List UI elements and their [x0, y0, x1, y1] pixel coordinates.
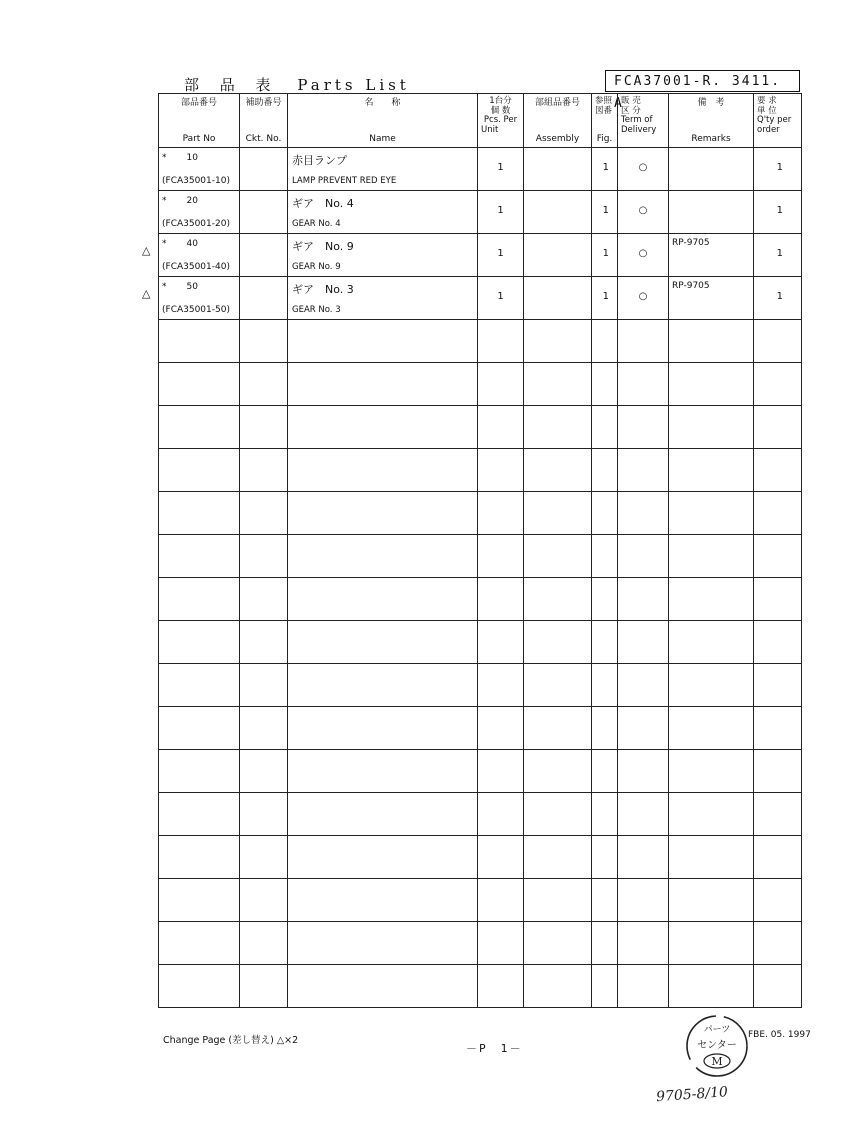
- empty-cell: [618, 664, 669, 707]
- empty-cell: [240, 492, 288, 535]
- header-remarks: [669, 94, 754, 148]
- empty-cell: [592, 535, 618, 578]
- empty-cell: [240, 793, 288, 836]
- term-mark: ○: [638, 248, 648, 259]
- table-row: [159, 148, 802, 191]
- empty-cell: [618, 922, 669, 965]
- empty-cell: [592, 492, 618, 535]
- pcs-value: 1: [497, 248, 504, 259]
- cell-remarks: [669, 191, 754, 234]
- empty-cell: [524, 406, 592, 449]
- header-fig-jp2: 図番: [595, 105, 613, 116]
- empty-cell: [754, 449, 802, 492]
- header-pcs-jp2: 個 数: [490, 105, 511, 116]
- empty-cell: [524, 793, 592, 836]
- title-japanese: 部 品 表: [184, 76, 279, 94]
- empty-cell: [754, 836, 802, 879]
- part-name-en: GEAR No. 9: [292, 262, 341, 272]
- empty-cell: [669, 535, 754, 578]
- empty-table-row: [159, 535, 802, 578]
- empty-cell: [669, 922, 754, 965]
- empty-table-row: [159, 707, 802, 750]
- remarks-value: RP-9705: [672, 281, 710, 291]
- star-mark: *: [162, 239, 167, 249]
- empty-cell: [754, 879, 802, 922]
- fig-value: 1: [602, 291, 609, 302]
- empty-cell: [754, 793, 802, 836]
- empty-cell: [524, 707, 592, 750]
- cell-part-no: [159, 277, 240, 320]
- header-assembly-jp: 部組品番号: [534, 98, 580, 108]
- change-mark-row-50: △: [142, 287, 151, 300]
- empty-cell: [524, 922, 592, 965]
- empty-cell: [159, 922, 240, 965]
- change-mark-row-40: △: [142, 244, 151, 257]
- fig-value: 1: [602, 162, 609, 173]
- empty-cell: [288, 707, 478, 750]
- part-name-jp: ギア No. 9: [292, 240, 354, 253]
- empty-cell: [618, 449, 669, 492]
- stamp-text-top: パーツ: [703, 1025, 731, 1035]
- empty-cell: [754, 621, 802, 664]
- header-term-jp1: 販 売: [621, 96, 641, 106]
- empty-table-row: [159, 449, 802, 492]
- empty-cell: [240, 750, 288, 793]
- empty-cell: [159, 664, 240, 707]
- empty-cell: [240, 707, 288, 750]
- cell-term: [618, 191, 669, 234]
- empty-cell: [592, 965, 618, 1008]
- cell-qty: [754, 234, 802, 277]
- stamp-initial: M: [711, 1055, 723, 1068]
- part-name-en: GEAR No. 3: [292, 305, 341, 315]
- fig-value: 1: [602, 205, 609, 216]
- header-qty-en1: Q'ty per: [757, 115, 792, 125]
- empty-cell: [240, 363, 288, 406]
- empty-cell: [669, 406, 754, 449]
- empty-table-row: [159, 965, 802, 1008]
- empty-cell: [288, 965, 478, 1008]
- header-name: [288, 94, 478, 148]
- empty-cell: [524, 664, 592, 707]
- part-no: 40: [186, 239, 198, 249]
- header-qty-jp2: 単 位: [757, 105, 777, 116]
- empty-cell: [669, 836, 754, 879]
- empty-cell: [669, 664, 754, 707]
- empty-cell: [159, 793, 240, 836]
- empty-cell: [754, 363, 802, 406]
- term-mark: ○: [638, 205, 648, 216]
- empty-cell: [240, 879, 288, 922]
- empty-cell: [288, 535, 478, 578]
- pcs-value: 1: [497, 162, 504, 173]
- header-term-en2: Delivery: [621, 124, 657, 135]
- qty-value: 1: [776, 248, 783, 259]
- empty-cell: [618, 707, 669, 750]
- page-number: －P 1－: [466, 1042, 523, 1055]
- header-part-no-jp: 部品番号: [180, 98, 217, 108]
- header-remarks-en: Remarks: [691, 134, 731, 144]
- empty-cell: [618, 965, 669, 1008]
- empty-cell: [478, 750, 524, 793]
- empty-cell: [159, 492, 240, 535]
- empty-cell: [669, 879, 754, 922]
- empty-table-row: [159, 664, 802, 707]
- cell-part-no: [159, 234, 240, 277]
- empty-cell: [478, 492, 524, 535]
- empty-cell: [478, 535, 524, 578]
- empty-table-row: [159, 879, 802, 922]
- empty-cell: [240, 406, 288, 449]
- empty-cell: [159, 363, 240, 406]
- empty-cell: [669, 793, 754, 836]
- empty-cell: [524, 965, 592, 1008]
- empty-cell: [288, 922, 478, 965]
- remarks-value: RP-9705: [672, 238, 710, 248]
- empty-cell: [288, 621, 478, 664]
- table-header-row: [159, 94, 802, 148]
- empty-cell: [478, 836, 524, 879]
- empty-cell: [159, 449, 240, 492]
- pcs-value: 1: [497, 205, 504, 216]
- empty-cell: [592, 320, 618, 363]
- empty-cell: [754, 750, 802, 793]
- empty-cell: [592, 750, 618, 793]
- empty-cell: [669, 449, 754, 492]
- empty-cell: [288, 836, 478, 879]
- header-assembly-en: Assembly: [535, 134, 580, 144]
- header-qty-per-order: [754, 94, 802, 148]
- cell-ckt-no: [240, 234, 288, 277]
- empty-cell: [524, 750, 592, 793]
- header-remarks-jp: 備 考: [697, 98, 725, 108]
- empty-cell: [669, 492, 754, 535]
- term-mark: ○: [638, 291, 648, 302]
- cell-name: [288, 234, 478, 277]
- empty-cell: [618, 363, 669, 406]
- document-title: [184, 74, 410, 95]
- part-name-jp: ギア No. 4: [292, 197, 354, 210]
- cell-remarks: [669, 234, 754, 277]
- empty-cell: [592, 922, 618, 965]
- part-name-jp: 赤目ランプ: [292, 154, 347, 167]
- cell-pcs: [478, 277, 524, 320]
- empty-cell: [240, 664, 288, 707]
- change-page-note: Change Page (差し替え) △×2: [163, 1035, 299, 1046]
- empty-cell: [618, 406, 669, 449]
- qty-value: 1: [776, 291, 783, 302]
- empty-table-row: [159, 578, 802, 621]
- empty-table-row: [159, 750, 802, 793]
- empty-cell: [288, 793, 478, 836]
- cell-assembly: [524, 234, 592, 277]
- header-pcs-per-unit: [478, 94, 524, 148]
- empty-cell: [669, 621, 754, 664]
- empty-cell: [478, 578, 524, 621]
- header-name-jp: 名 称: [364, 98, 401, 108]
- cell-name: [288, 148, 478, 191]
- empty-cell: [159, 621, 240, 664]
- cell-qty: [754, 191, 802, 234]
- header-name-en: Name: [369, 134, 396, 144]
- cell-part-no: [159, 191, 240, 234]
- empty-cell: [159, 578, 240, 621]
- header-fig: [592, 94, 618, 148]
- cell-fig: [592, 277, 618, 320]
- empty-cell: [669, 578, 754, 621]
- empty-cell: [288, 578, 478, 621]
- empty-cell: [478, 793, 524, 836]
- empty-cell: [478, 707, 524, 750]
- empty-cell: [159, 406, 240, 449]
- part-sub-no: (FCA35001-40): [162, 262, 230, 272]
- table-row: [159, 277, 802, 320]
- empty-cell: [592, 406, 618, 449]
- empty-cell: [240, 836, 288, 879]
- title-english: Parts List: [297, 76, 410, 94]
- table-row: [159, 191, 802, 234]
- empty-cell: [669, 363, 754, 406]
- empty-cell: [754, 492, 802, 535]
- header-pcs-en1: Pcs. Per: [483, 115, 518, 125]
- empty-cell: [159, 879, 240, 922]
- qty-value: 1: [776, 205, 783, 216]
- part-name-jp: ギア No. 3: [292, 283, 354, 296]
- stamp-text-mid: センター: [697, 1040, 737, 1051]
- empty-cell: [478, 449, 524, 492]
- empty-cell: [754, 406, 802, 449]
- empty-cell: [524, 535, 592, 578]
- cell-term: [618, 277, 669, 320]
- part-sub-no: (FCA35001-10): [162, 176, 230, 186]
- part-name-en: LAMP PREVENT RED EYE: [292, 176, 397, 186]
- empty-cell: [524, 492, 592, 535]
- cell-qty: [754, 277, 802, 320]
- cell-assembly: [524, 277, 592, 320]
- star-mark: *: [162, 282, 167, 292]
- empty-cell: [478, 621, 524, 664]
- fig-value: 1: [602, 248, 609, 259]
- cell-fig: [592, 148, 618, 191]
- empty-cell: [754, 664, 802, 707]
- empty-cell: [240, 965, 288, 1008]
- cell-term: [618, 148, 669, 191]
- empty-cell: [159, 965, 240, 1008]
- handwritten-note-icon: [652, 1078, 752, 1108]
- cell-ckt-no: [240, 277, 288, 320]
- header-qty-jp1: 要 求: [757, 96, 777, 106]
- empty-cell: [592, 363, 618, 406]
- header-ckt-jp: 補助番号: [245, 98, 282, 108]
- empty-cell: [524, 621, 592, 664]
- empty-cell: [478, 664, 524, 707]
- part-sub-no: (FCA35001-50): [162, 305, 230, 315]
- cell-part-no: [159, 148, 240, 191]
- empty-table-row: [159, 363, 802, 406]
- empty-cell: [524, 578, 592, 621]
- empty-cell: [754, 320, 802, 363]
- cell-pcs: [478, 148, 524, 191]
- empty-table-row: [159, 922, 802, 965]
- header-ckt-en: Ckt. No.: [245, 134, 282, 144]
- empty-table-row: [159, 621, 802, 664]
- cell-fig: [592, 191, 618, 234]
- empty-cell: [618, 836, 669, 879]
- cell-pcs: [478, 191, 524, 234]
- empty-cell: [288, 406, 478, 449]
- empty-cell: [240, 535, 288, 578]
- term-mark: ○: [638, 162, 648, 173]
- pcs-value: 1: [497, 291, 504, 302]
- handwritten-text: 9705-8/10: [655, 1084, 729, 1106]
- empty-cell: [288, 750, 478, 793]
- empty-cell: [478, 320, 524, 363]
- empty-cell: [592, 449, 618, 492]
- header-pcs-en2: Unit: [481, 124, 499, 135]
- empty-cell: [592, 836, 618, 879]
- empty-table-row: [159, 793, 802, 836]
- empty-cell: [288, 449, 478, 492]
- empty-cell: [754, 922, 802, 965]
- empty-cell: [524, 363, 592, 406]
- empty-cell: [240, 621, 288, 664]
- empty-cell: [754, 965, 802, 1008]
- cell-ckt-no: [240, 148, 288, 191]
- cell-assembly: [524, 191, 592, 234]
- part-no: 10: [186, 153, 198, 163]
- header-fig-jp1: 参照: [595, 96, 613, 106]
- header-qty-en2: order: [757, 124, 780, 135]
- empty-cell: [240, 449, 288, 492]
- cell-remarks: [669, 277, 754, 320]
- empty-cell: [524, 879, 592, 922]
- table-row: [159, 234, 802, 277]
- empty-cell: [240, 922, 288, 965]
- empty-table-row: [159, 492, 802, 535]
- empty-cell: [288, 879, 478, 922]
- part-sub-no: (FCA35001-20): [162, 219, 230, 229]
- empty-cell: [240, 320, 288, 363]
- empty-cell: [592, 621, 618, 664]
- empty-cell: [618, 578, 669, 621]
- empty-cell: [618, 320, 669, 363]
- empty-cell: [288, 492, 478, 535]
- empty-cell: [618, 750, 669, 793]
- header-part-no: [159, 94, 240, 148]
- document-number: FCA37001-R. 3411. A: [605, 70, 800, 92]
- parts-center-stamp-icon: [684, 1006, 750, 1082]
- empty-cell: [669, 965, 754, 1008]
- empty-cell: [159, 836, 240, 879]
- star-mark: *: [162, 196, 167, 206]
- empty-cell: [159, 535, 240, 578]
- header-part-no-en: Part No: [182, 134, 216, 144]
- empty-table-row: [159, 320, 802, 363]
- empty-cell: [478, 879, 524, 922]
- empty-cell: [754, 578, 802, 621]
- empty-cell: [288, 363, 478, 406]
- empty-cell: [478, 922, 524, 965]
- empty-cell: [592, 707, 618, 750]
- empty-cell: [754, 535, 802, 578]
- part-name-en: GEAR No. 4: [292, 219, 341, 229]
- empty-cell: [669, 750, 754, 793]
- empty-cell: [524, 320, 592, 363]
- part-no: 20: [186, 196, 198, 206]
- empty-cell: [240, 578, 288, 621]
- empty-cell: [592, 879, 618, 922]
- header-fig-en: Fig.: [596, 134, 613, 144]
- empty-cell: [524, 449, 592, 492]
- header-term-jp2: 区 分: [621, 105, 641, 116]
- qty-value: 1: [776, 162, 783, 173]
- part-no: 50: [186, 282, 198, 292]
- empty-cell: [618, 535, 669, 578]
- cell-fig: [592, 234, 618, 277]
- empty-cell: [669, 707, 754, 750]
- cell-ckt-no: [240, 191, 288, 234]
- empty-cell: [159, 750, 240, 793]
- empty-cell: [478, 965, 524, 1008]
- cell-assembly: [524, 148, 592, 191]
- cell-name: [288, 277, 478, 320]
- cell-remarks: [669, 148, 754, 191]
- empty-cell: [592, 793, 618, 836]
- cell-pcs: [478, 234, 524, 277]
- header-term-of-delivery: [618, 94, 669, 148]
- header-ckt-no: [240, 94, 288, 148]
- empty-cell: [288, 320, 478, 363]
- empty-cell: [592, 578, 618, 621]
- cell-name: [288, 191, 478, 234]
- parts-table: [158, 93, 802, 1008]
- empty-cell: [618, 621, 669, 664]
- header-pcs-jp1: 1台分: [489, 96, 512, 106]
- empty-table-row: [159, 836, 802, 879]
- empty-cell: [754, 707, 802, 750]
- cell-term: [618, 234, 669, 277]
- header-term-en1: Term of: [621, 115, 653, 125]
- empty-cell: [478, 363, 524, 406]
- empty-cell: [618, 879, 669, 922]
- star-mark: *: [162, 153, 167, 163]
- empty-cell: [618, 492, 669, 535]
- empty-cell: [288, 664, 478, 707]
- empty-cell: [159, 320, 240, 363]
- empty-cell: [592, 664, 618, 707]
- cell-qty: [754, 148, 802, 191]
- empty-cell: [618, 793, 669, 836]
- empty-cell: [524, 836, 592, 879]
- empty-table-row: [159, 406, 802, 449]
- header-assembly: [524, 94, 592, 148]
- footer-date: FBE. 05. 1997: [748, 1030, 811, 1040]
- empty-cell: [669, 320, 754, 363]
- empty-cell: [478, 406, 524, 449]
- empty-cell: [159, 707, 240, 750]
